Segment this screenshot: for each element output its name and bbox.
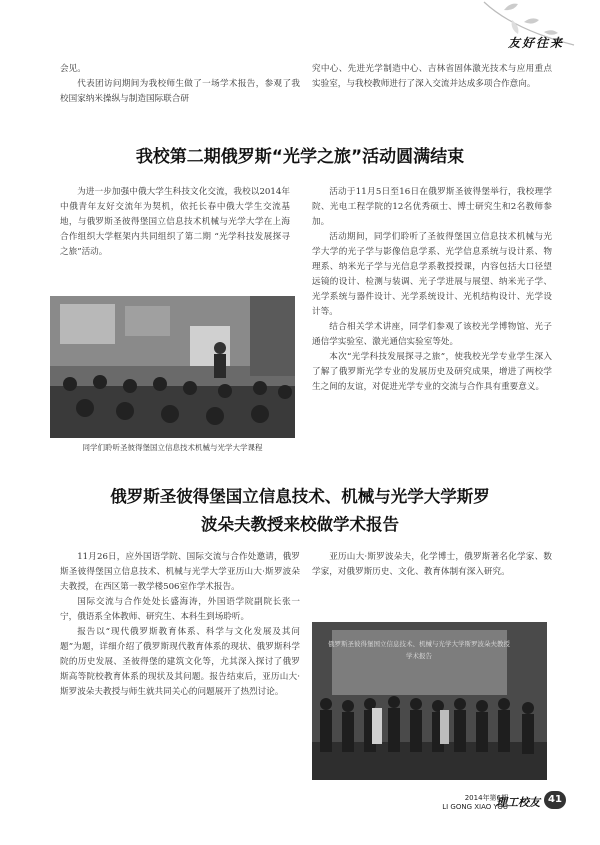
- screen-text-1: 俄罗斯圣彼得堡国立信息技术、机械与光学大学斯罗波朵夫教授: [328, 640, 510, 648]
- screen-text-2: 学术报告: [406, 652, 432, 660]
- article2-right-para: 亚历山大·斯罗波朵夫，化学博士，俄罗斯著名化学家、数学家，对俄罗斯历史、文化、教育体制有深入研究。: [312, 552, 552, 577]
- article1-lecture-photo: [50, 296, 295, 438]
- group-photo-image: [312, 622, 547, 780]
- article1-right-para: 活动于11月5日至16日在俄罗斯圣彼得堡举行，我校理学院、光电工程学院的12名优秀硕士、博士研究生和2名教师参加。: [312, 187, 552, 227]
- page-number: 41: [544, 791, 566, 809]
- article1-right-para: 本次“光学科技发展探寻之旅”，使我校光学专业学生深入了解了俄罗斯光学专业的发展历史及研究成果，增进了两校学生之间的友谊，对促进光学专业的交流与合作具有重要意义。: [312, 352, 552, 392]
- lecture-photo-image: [50, 296, 295, 438]
- intro-right-column: [312, 62, 552, 92]
- article1-right-column: [312, 185, 552, 395]
- article1-left-para: 为进一步加强中俄大学生科技文化交流，我校以2014年中俄青年友好交流年为契机，依托长春中俄大学生交流基地，与俄罗斯圣彼得堡国立信息技术机械与光学大学在上海合作组织大学框架内共同组织了第二期 “光学科技发展探寻之旅”活动。: [60, 187, 290, 257]
- article2-left-column: [60, 550, 300, 700]
- article1-left-column: [60, 185, 290, 260]
- footer-issue-number: 2014年第6期: [464, 794, 508, 802]
- article1-right-para: 活动期间，同学们聆听了圣彼得堡国立信息技术机械与光学大学的光子学与影像信息学系、光学信息系统与设计系、物理系、纳米光子学与光信息学系教授授课，内容包括大口径望远镜的设计、检测与装调、光子学进展与展望、纳米光子学、光学系统与器件设计、光学系统设计、光机结构设计、光学设计等。: [312, 232, 552, 317]
- section-tag: 友好往来: [507, 36, 564, 50]
- article1-right-para: 结合相关学术讲座，同学们参观了该校光学博物馆、光子通信学实验室、激光通信实验室等处。: [312, 322, 552, 347]
- article2-title-line1: 俄罗斯圣彼得堡国立信息技术、机械与光学大学斯罗: [110, 487, 490, 506]
- article2-left-para: 国际交流与合作处处长盛海涛，外国语学院副院长张一宁，俄语系全体教师、研究生、本科生到场聆听。: [60, 597, 300, 622]
- intro-left-column: [60, 62, 300, 107]
- footer-magazine-title: 理工校友: [496, 796, 540, 809]
- intro-right-para: 究中心、先进光学制造中心、吉林省固体激光技术与应用重点实验室，与我校教师进行了深入交流并达成多项合作意向。: [312, 64, 552, 89]
- intro-left-para: 会见。: [60, 64, 86, 74]
- intro-left-para: 代表团访问期间为我校师生做了一场学术报告，参观了我校国家纳米操纵与制造国际联合研: [60, 79, 300, 104]
- branch-decoration-icon: [474, 0, 584, 60]
- article2-left-para: 11月26日，应外国语学院、国际交流与合作处邀请，俄罗斯圣彼得堡国立信息技术、机械与光学大学亚历山大·斯罗波朵夫教授，在西区第一教学楼506室作学术报告。: [60, 552, 300, 592]
- article1-title: 我校第二期俄罗斯“光学之旅”活动圆满结束: [135, 147, 465, 167]
- article2-left-para: 报告以“现代俄罗斯教育体系、科学与文化发展及其问题”为题，详细介绍了俄罗斯现代教育体系的现状、俄罗斯科学院的历史发展、圣彼得堡的建筑文化等，尤其深入探讨了俄罗斯高等院校教育体系的现状及其问题。报告结束后，亚历山大·斯罗波朵夫教授与师生就共同关心的问题展开了热烈讨论。: [60, 627, 300, 697]
- article2-title: [40, 483, 560, 539]
- article2-title-line2: 波朵夫教授来校做学术报告: [201, 515, 399, 534]
- article1-photo-caption: 同学们聆听圣彼得堡国立信息技术机械与光学大学课程: [82, 443, 263, 452]
- article2-right-column: [312, 550, 552, 580]
- footer-pinyin: LI GONG XIAO YOU: [442, 803, 508, 811]
- article2-group-photo: [312, 622, 547, 780]
